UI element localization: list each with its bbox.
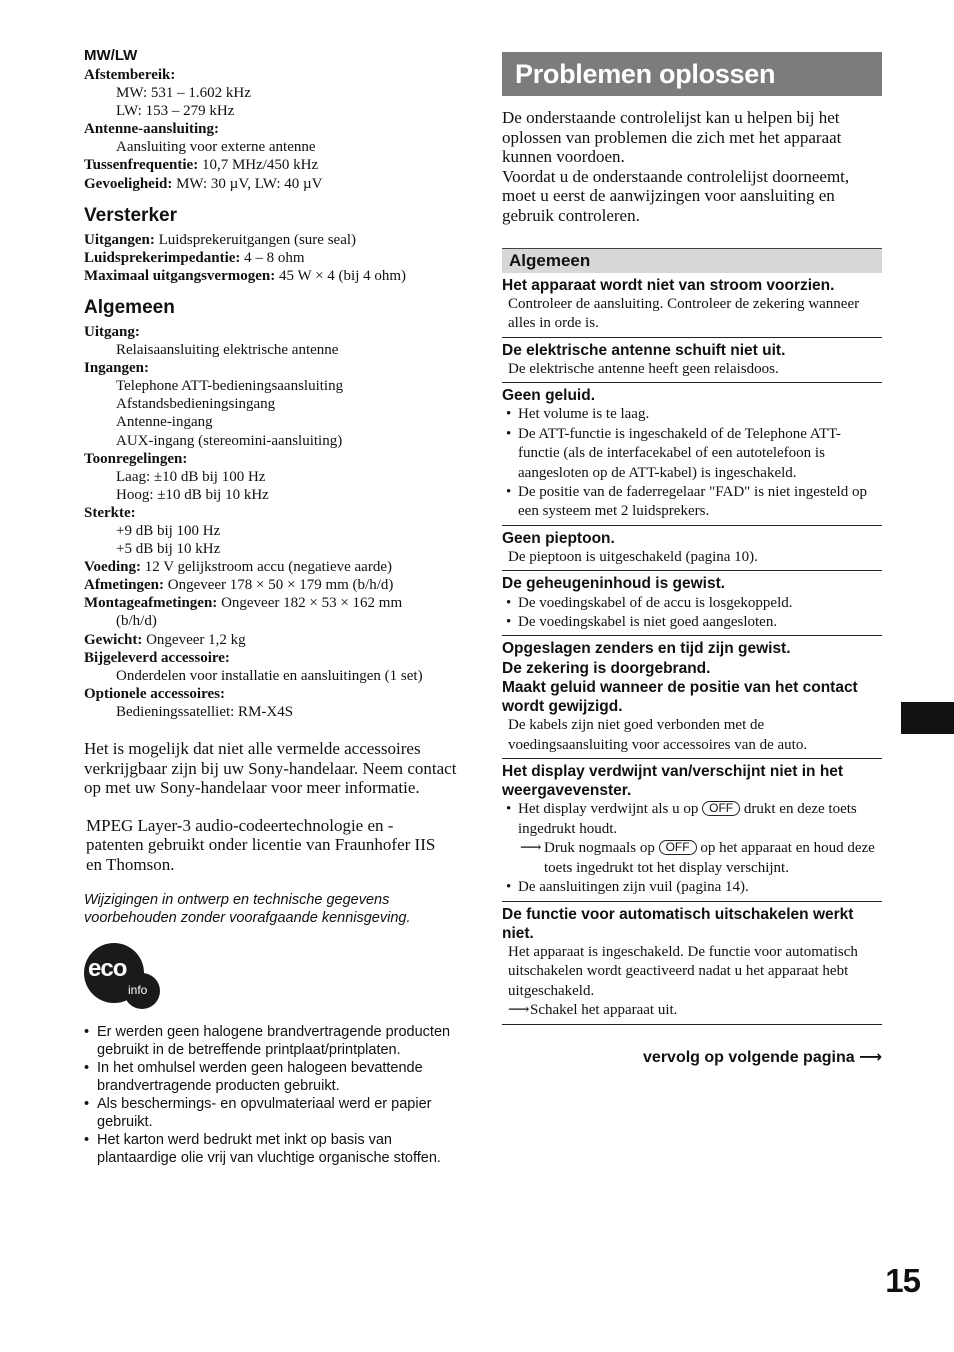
list-item: • Het karton werd bedrukt met inkt op basis van plantaardige olie vrij van vluchtige organische stoffen. bbox=[84, 1132, 441, 1167]
tuning-label: Afstembereik: bbox=[84, 67, 176, 83]
specifications-column bbox=[84, 46, 469, 1167]
tuning-lw: LW: 153 – 279 kHz bbox=[116, 103, 235, 120]
design-change-note: Wijzigingen in ontwerp en technische gegevens voorbehouden zonder voorafgaande kennisgeving. bbox=[84, 891, 411, 926]
supplied-value: Onderdelen voor installatie en aansluitingen (1 set) bbox=[116, 667, 423, 684]
weight-spec: Gewicht: Ongeveer 1,2 kg bbox=[84, 631, 246, 648]
page-number: 15 bbox=[885, 1262, 920, 1299]
eco-bullet-list bbox=[84, 1023, 469, 1168]
issue-answer: Controleer de aansluiting. Controleer de zekering wanneer alles in orde is. bbox=[508, 295, 860, 332]
input-item: Telephone ATT-bedieningsaansluiting bbox=[116, 378, 344, 395]
impedance-spec: Luidsprekerimpedantie: 4 – 8 ohm bbox=[84, 249, 305, 266]
issue-question: De elektrische antenne schuift niet uit. bbox=[502, 341, 786, 359]
tone-label: Toonregelingen: bbox=[84, 450, 188, 467]
issue-question: Geen geluid. bbox=[502, 387, 596, 405]
optional-label: Optionele accessoires: bbox=[84, 685, 225, 702]
issue-question: Het apparaat wordt niet van stroom voorzien. bbox=[502, 276, 835, 294]
input-item: AUX-ingang (stereomini-aansluiting) bbox=[116, 432, 343, 449]
sensitivity-spec: Gevoeligheid: MW: 30 µV, LW: 40 µV bbox=[84, 175, 323, 192]
supplied-label: Bijgeleverd accessoire: bbox=[84, 649, 230, 666]
mpeg-note: MPEG Layer-3 audio-codeertechnologie en -patenten gebruikt onder licentie van Fraunhofer IIS en Thomson. bbox=[86, 815, 436, 874]
general-heading: Algemeen bbox=[84, 296, 175, 318]
antenna-label: Antenne-aansluiting: bbox=[84, 121, 220, 138]
list-item: • De positie van de faderregelaar "FAD" is niet ingesteld op een systeem met 2 luidsprekers. bbox=[506, 484, 867, 520]
tone-low: Laag: ±10 dB bij 100 Hz bbox=[116, 468, 266, 485]
arrow-right-icon: ⟶ bbox=[520, 840, 542, 857]
issue-display bbox=[502, 759, 882, 901]
issue-answer: De elektrische antenne heeft geen relaisdoos. bbox=[508, 360, 779, 377]
issue-answer: De pieptoon is uitgeschakeld (pagina 10). bbox=[508, 549, 758, 566]
issue-stations-erased bbox=[502, 636, 882, 759]
list-item: • De voedingskabel of de accu is losgekoppeld. bbox=[506, 594, 793, 611]
issue-auto-off bbox=[502, 902, 882, 1025]
issue-question: Het display verdwijnt van/verschijnt niet in het weergavevenster. bbox=[502, 763, 844, 800]
issue-question: Maakt geluid wanneer de positie van het contact wordt gewijzigd. bbox=[502, 678, 858, 716]
arrow-right-icon: ⟶ bbox=[508, 1002, 530, 1019]
antenna-value: Aansluiting voor externe antenne bbox=[116, 139, 316, 156]
max-power-spec: Maximaal uitgangsvermogen: 45 W × 4 (bij 4 ohm) bbox=[84, 267, 407, 284]
accessories-note: Het is mogelijk dat niet alle vermelde accessoires verkrijgbaar zijn bij uw Sony-handelaar. Neem contact op met uw Sony-handelaar voor meer informatie. bbox=[84, 739, 457, 798]
issue-no-beep bbox=[502, 526, 882, 572]
intro-paragraph-1: De onderstaande controlelijst kan u helpen bij het oplossen van problemen die zich met het apparaat kunnen voordoen. bbox=[502, 108, 842, 167]
issue-no-sound bbox=[502, 383, 882, 526]
list-item: ⟶ Schakel het apparaat uit. bbox=[502, 1001, 882, 1020]
issue-question: De zekering is doorgebrand. bbox=[502, 659, 711, 677]
output-label: Uitgang: bbox=[84, 323, 140, 340]
power-spec: Voeding: 12 V gelijkstroom accu (negatieve aarde) bbox=[84, 559, 392, 576]
tone-high: Hoog: ±10 dB bij 10 kHz bbox=[116, 486, 269, 503]
eco-logo-word: eco bbox=[88, 954, 127, 982]
dimensions-spec: Afmetingen: Ongeveer 178 × 50 × 179 mm (b/h/d) bbox=[84, 577, 394, 594]
issue-memory-erased bbox=[502, 571, 882, 636]
section-general-heading: Algemeen bbox=[502, 248, 882, 273]
eco-logo-sub: info bbox=[128, 982, 148, 997]
optional-value: Bedieningssatelliet: RM-X4S bbox=[116, 703, 294, 720]
output-value: Relaisaansluiting elektrische antenne bbox=[116, 342, 339, 359]
off-key-label: OFF bbox=[659, 840, 697, 855]
issue-question: De functie voor automatisch uitschakelen werkt niet. bbox=[502, 905, 854, 942]
issue-question: De geheugeninhoud is gewist. bbox=[502, 575, 726, 593]
issue-answer: De kabels zijn niet goed verbonden met de voedingsaansluiting voor accessoires van de auto. bbox=[508, 717, 808, 753]
loudness-2: +5 dB bij 10 kHz bbox=[116, 541, 221, 558]
troubleshooting-column bbox=[502, 52, 882, 1067]
if-spec: Tussenfrequentie: 10,7 MHz/450 kHz bbox=[84, 157, 319, 174]
inputs-label: Ingangen: bbox=[84, 360, 150, 377]
arrow-right-icon: ⟶ bbox=[859, 1048, 882, 1066]
list-item: • In het omhulsel werden geen halogeen bevattende brandvertragende producten gebruikt. bbox=[84, 1059, 423, 1094]
mwlw-heading: MW/LW bbox=[84, 47, 138, 64]
issue-question: Geen pieptoon. bbox=[502, 529, 615, 547]
mounting-unit: (b/h/d) bbox=[116, 613, 157, 630]
continue-next-page: vervolg op volgende pagina ⟶ bbox=[643, 1048, 882, 1066]
list-item: • Er werden geen halogene brandvertragende producten gebruikt in de betreffende printplaat/printplaten. bbox=[84, 1023, 451, 1058]
input-item: Afstandsbedieningsingang bbox=[116, 396, 276, 413]
section-tab-marker bbox=[901, 702, 954, 734]
list-item: ⟶ Druk nogmaals op OFF op het apparaat en houd deze toets ingedrukt tot het display verschijnt. bbox=[520, 840, 875, 876]
issue-no-power bbox=[502, 273, 882, 338]
list-item: • Het display verdwijnt als u op OFF drukt en deze toets ingedrukt houdt. bbox=[506, 801, 857, 837]
list-item: • De ATT-functie is ingeschakeld of de Telephone ATT-functie (als de interfacekabel of een autotelefoon is aangesloten op de ATT-kabel) is ingeschakeld. bbox=[506, 425, 841, 481]
page-title: Problemen oplossen bbox=[502, 52, 882, 96]
amplifier-heading: Versterker bbox=[84, 204, 177, 226]
issue-question: Opgeslagen zenders en tijd zijn gewist. bbox=[502, 640, 791, 658]
intro-paragraph-2: Voordat u de onderstaande controlelijst doorneemt, moet u eerst de aanwijzingen voor aansluiting en gebruik controleren. bbox=[502, 166, 850, 225]
list-item: • Als beschermings- en opvulmateriaal werd er papier gebruikt. bbox=[84, 1095, 432, 1131]
list-item: • De aansluitingen zijn vuil (pagina 14). bbox=[506, 879, 749, 896]
input-item: Antenne-ingang bbox=[116, 414, 213, 431]
outputs-spec: Uitgangen: Luidsprekeruitgangen (sure seal) bbox=[84, 231, 357, 248]
loudness-label: Sterkte: bbox=[84, 504, 136, 521]
issue-antenna bbox=[502, 338, 882, 384]
issue-answer: Het apparaat is ingeschakeld. De functie voor automatisch uitschakelen wordt geactiveerd nadat u het apparaat hebt uitgeschakeld. bbox=[508, 943, 858, 999]
list-item: • Het volume is te laag. bbox=[506, 406, 650, 423]
loudness-1: +9 dB bij 100 Hz bbox=[116, 522, 221, 539]
off-key-label: OFF bbox=[702, 801, 740, 816]
list-item: • De voedingskabel is niet goed aangesloten. bbox=[506, 614, 778, 631]
mounting-spec: Montageafmetingen: Ongeveer 182 × 53 × 162 mm bbox=[84, 595, 403, 612]
eco-info-logo bbox=[84, 943, 160, 1009]
tuning-mw: MW: 531 – 1.602 kHz bbox=[116, 85, 251, 102]
